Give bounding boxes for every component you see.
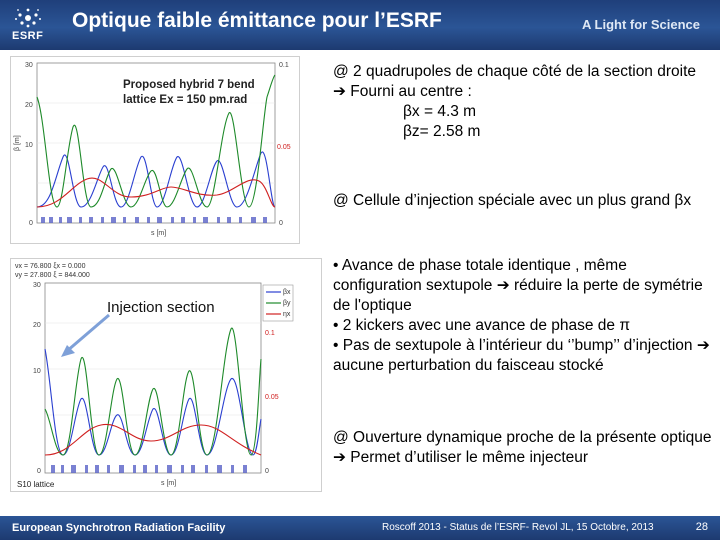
- bullet-text: • 2 kickers avec une avance de phase de π: [333, 317, 631, 334]
- corner-label: S10 lattice: [17, 480, 55, 489]
- lattice-plot-hybrid: [10, 56, 300, 244]
- y2tick: 0.1: [265, 330, 275, 337]
- injection-section-label: Injection section: [107, 299, 215, 316]
- plot-legend: [263, 285, 293, 321]
- ytick: 10: [25, 142, 33, 149]
- logo-text: ESRF: [12, 30, 44, 42]
- bullet-text: @ 2 quadrupoles de chaque côté de la section droite: [333, 63, 697, 80]
- legend-eta: ηx: [283, 311, 291, 318]
- y2tick: 0: [265, 468, 269, 475]
- y2tick: 0.05: [265, 394, 279, 401]
- annotation-line1: Proposed hybrid 7 bend: [123, 79, 255, 91]
- legend-beta-x: βx: [283, 289, 291, 296]
- bullet-text: @ Ouverture dynamique proche de la présente optique: [333, 429, 712, 446]
- xlabel: s [m]: [151, 230, 167, 237]
- bullet-text: • Avance de phase totale identique , même configuration sextupole ➔ réduire la perte de symétrie de l'optique: [333, 257, 703, 314]
- page-number: 28: [695, 521, 708, 533]
- slide-footer: [0, 516, 720, 540]
- ytick: 20: [33, 322, 41, 329]
- ytick: 0: [29, 220, 33, 227]
- bullet-list-phase: [333, 256, 713, 376]
- bullet-injection-cell: [333, 191, 713, 211]
- tune-stats: νy = 27.800 ξ = 844.000: [15, 272, 90, 279]
- y2tick: 0.1: [279, 62, 289, 69]
- xlabel: s [m]: [161, 480, 177, 487]
- annotation-line2: lattice Ex = 150 pm.rad: [123, 94, 248, 106]
- bullet-dynamic-aperture: [333, 428, 718, 468]
- ytick: 20: [25, 102, 33, 109]
- legend-beta-y: βy: [283, 300, 291, 307]
- y2tick: 0: [279, 220, 283, 227]
- beta-z-value: βz= 2.58 m: [403, 123, 481, 140]
- ytick: 30: [33, 282, 41, 289]
- ytick: 0: [37, 468, 41, 475]
- slide-title: Optique faible émittance pour l’ESRF: [72, 9, 442, 32]
- bullet-text: ➔ Permet d’utiliser le même injecteur: [333, 449, 589, 466]
- footer-organization: European Synchrotron Radiation Facility: [12, 522, 226, 534]
- bullet-text: @ Cellule d’injection spéciale avec un plus grand βx: [333, 192, 692, 209]
- tagline: A Light for Science: [582, 17, 700, 32]
- beta-x-value: βx = 4.3 m: [403, 103, 477, 120]
- y2tick: 0.05: [277, 144, 291, 151]
- ylabel: β [m]: [14, 135, 21, 151]
- ytick: 30: [25, 62, 33, 69]
- bullet-text: • Pas de sextupole à l’intérieur du ‘’bump’’ d’injection ➔ aucune perturbation du faisceau stocké: [333, 337, 710, 374]
- bullet-text: ➔ Fourni au centre :: [333, 83, 472, 100]
- tune-stats: νx = 76.800 ξx = 0.000: [15, 263, 86, 270]
- bullet-quadrupoles: [333, 62, 713, 142]
- lattice-plot-injection: [10, 258, 322, 492]
- slide-header: [0, 0, 720, 50]
- ytick: 10: [33, 368, 41, 375]
- footer-citation: Roscoff 2013 - Status de l’ESRF- Revol JL, 15 Octobre, 2013: [382, 522, 654, 533]
